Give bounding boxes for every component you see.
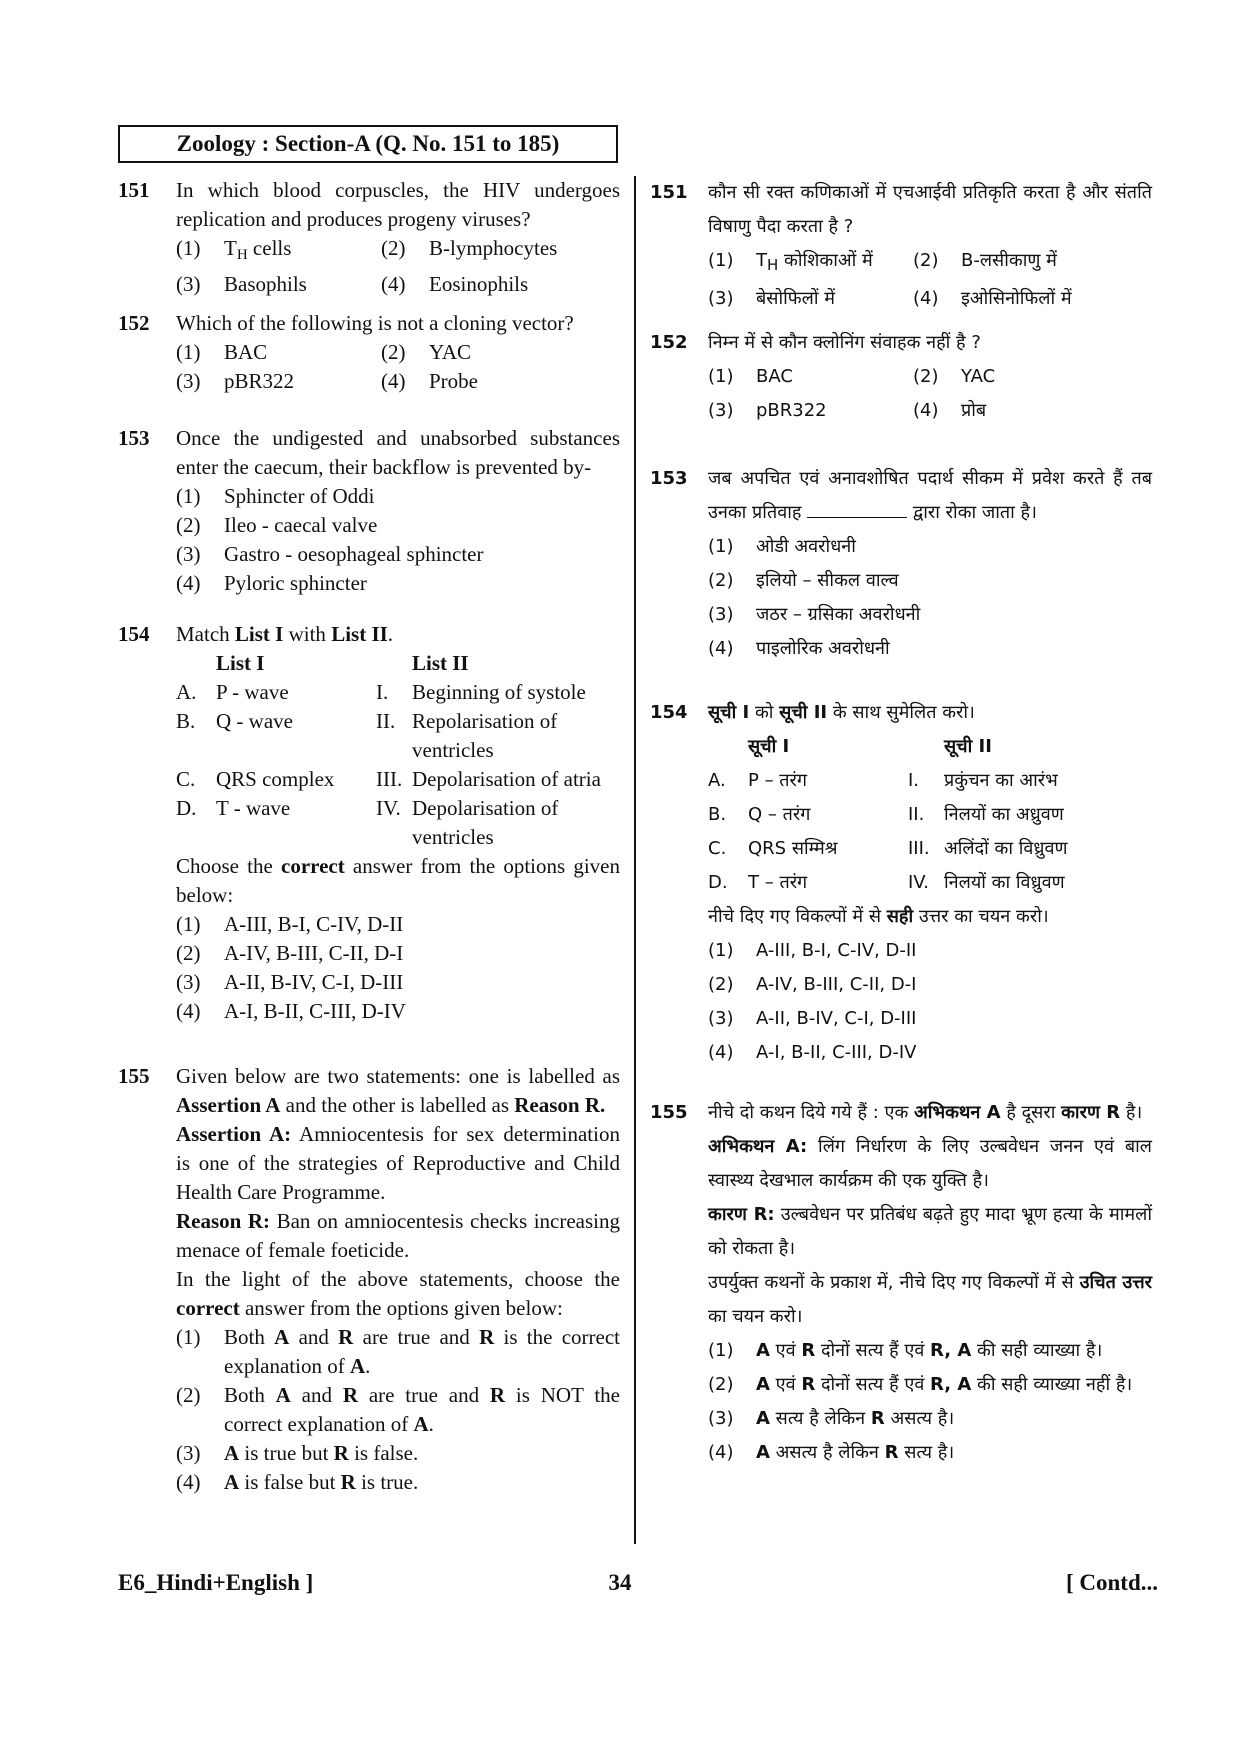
question-151-hi bbox=[650, 176, 1152, 316]
question-number: 151 bbox=[650, 182, 688, 203]
fill-in-blank bbox=[807, 501, 907, 518]
question-154-hi bbox=[650, 696, 1152, 1070]
question-number: 151 bbox=[118, 178, 150, 202]
option-1: (1) $T_H$ cells bbox=[176, 236, 292, 263]
question-151-en bbox=[118, 176, 620, 299]
options bbox=[176, 338, 620, 396]
option-4: (4) प्रोब bbox=[913, 400, 987, 421]
list-row: B. Q - wave II. Repolarisation of ventricles bbox=[176, 709, 558, 762]
question-intro: Given below are two statements: one is labelled as Assertion A and the other is labelled as Reason R. bbox=[176, 1064, 620, 1117]
question-text: Once the undigested and unabsorbed substances enter the caecum, their backflow is prevented by- bbox=[176, 426, 620, 479]
section-title: Zoology : Section-A (Q. No. 151 to 185) bbox=[118, 125, 618, 163]
option-2: (2) B-lymphocytes bbox=[381, 236, 558, 260]
reason-text: कारण R: उल्बवेधन पर प्रतिबंध बढ़ते हुए मादा भ्रूण हत्या के मामलों को रोकता है। bbox=[708, 1204, 1152, 1259]
option-3: (3) pBR322 bbox=[708, 400, 827, 421]
assertion-text: अभिकथन A: लिंग निर्धारण के लिए उल्बवेधन जनन एवं बाल स्वास्थ्य देखभाल कार्यक्रम की एक युक्ति है। bbox=[708, 1136, 1152, 1191]
option-2: (2) Both A and R are true and R is NOT the correct explanation of A. bbox=[176, 1383, 620, 1436]
question-text: In which blood corpuscles, the HIV undergoes replication and produces progeny viruses? bbox=[176, 178, 620, 231]
list-header: सूची I सूची II bbox=[748, 736, 992, 757]
option-4: (4) A-I, B-II, C-III, D-IV bbox=[176, 999, 406, 1023]
option-1: (1) Sphincter of Oddi bbox=[176, 484, 375, 508]
option-2: (2) YAC bbox=[381, 340, 472, 364]
instruction-text: Choose the correct answer from the options given below: bbox=[176, 854, 621, 907]
option-4: (4) A is false but R is true. bbox=[176, 1470, 419, 1494]
assertion-text: Assertion A: Amniocentesis for sex determination is one of the strategies of Reproductive and Child Health Care Programme. bbox=[176, 1122, 620, 1204]
options bbox=[708, 244, 1152, 316]
option-1: (1) BAC bbox=[176, 340, 268, 364]
option-3: (3) A-II, B-IV, C-I, D-III bbox=[176, 970, 404, 994]
option-2: (2) YAC bbox=[913, 366, 996, 387]
list-row: B. Q – तरंग II. निलयों का अध्रुवण bbox=[708, 804, 1064, 825]
option-4: (4) Eosinophils bbox=[381, 272, 529, 296]
options bbox=[708, 530, 1152, 666]
question-155-en bbox=[118, 1062, 620, 1497]
option-3: (3) A सत्य है लेकिन R असत्य है। bbox=[708, 1408, 955, 1429]
question-text: निम्न में से कौन क्लोनिंग संवाहक नहीं है ? bbox=[708, 332, 981, 353]
list-header: List I List II bbox=[216, 651, 469, 675]
continued-label: [ Contd... bbox=[1065, 1570, 1158, 1595]
question-152-hi bbox=[650, 326, 1152, 428]
option-3: (3) Basophils bbox=[176, 272, 307, 296]
option-3: (3) pBR322 bbox=[176, 369, 295, 393]
option-3: (3) Gastro - oesophageal sphincter bbox=[176, 542, 484, 566]
option-1: (1) Both A and R are true and R is the correct explanation of A. bbox=[176, 1325, 621, 1378]
option-1: (1) ओडी अवरोधनी bbox=[708, 536, 856, 557]
question-number: 152 bbox=[118, 311, 150, 335]
option-3: (3) जठर – ग्रसिका अवरोधनी bbox=[708, 604, 921, 625]
option-1: (1) $T_H$ कोशिकाओं में bbox=[708, 250, 873, 274]
instruction-text: नीचे दिए गए विकल्पों में से सही उत्तर का चयन करो। bbox=[708, 906, 1049, 927]
option-2: (2) A-IV, B-III, C-II, D-I bbox=[176, 941, 404, 965]
option-4: (4) पाइलोरिक अवरोधनी bbox=[708, 638, 890, 659]
options bbox=[176, 910, 620, 1026]
option-2: (2) B-लसीकाणु में bbox=[913, 250, 1057, 271]
option-4: (4) Pyloric sphincter bbox=[176, 571, 367, 595]
question-153-en bbox=[118, 424, 620, 598]
option-2: (2) A एवं R दोनों सत्य हैं एवं R, A की सही व्याख्या नहीं है। bbox=[708, 1374, 1133, 1395]
option-4: (4) A-I, B-II, C-III, D-IV bbox=[708, 1042, 917, 1063]
option-1: (1) BAC bbox=[708, 366, 793, 387]
option-3: (3) A is true but R is false. bbox=[176, 1441, 419, 1465]
list-row: C. QRS complex III. Depolarisation of atria bbox=[176, 767, 601, 791]
question-number: 153 bbox=[118, 426, 150, 450]
option-1: (1) A एवं R दोनों सत्य हैं एवं R, A की सही व्याख्या है। bbox=[708, 1340, 1103, 1361]
list-row: A. P – तरंग I. प्रकुंचन का आरंभ bbox=[708, 770, 1058, 791]
option-3: (3) बेसोफिलों में bbox=[708, 288, 835, 309]
option-4: (4) इओसिनोफिलों में bbox=[913, 288, 1072, 309]
options bbox=[708, 934, 1152, 1070]
list-row: A. P - wave I. Beginning of systole bbox=[176, 680, 586, 704]
list-row: C. QRS सम्मिश्र III. अलिंदों का विध्रुवण bbox=[708, 838, 1068, 859]
options bbox=[708, 360, 1152, 428]
question-number: 154 bbox=[650, 702, 688, 723]
options bbox=[176, 482, 620, 598]
question-155-hi bbox=[650, 1096, 1152, 1470]
question-intro: नीचे दो कथन दिये गये हैं : एक अभिकथन A है दूसरा कारण R है। bbox=[708, 1102, 1143, 1123]
question-number: 152 bbox=[650, 332, 688, 353]
question-text: जब अपचित एवं अनावशोषित पदार्थ सीकम में प्रवेश करते हैं तब उनका प्रतिवाह द्वारा रोका जाता है। bbox=[708, 468, 1152, 523]
column-divider bbox=[634, 176, 636, 1544]
question-number: 155 bbox=[650, 1102, 688, 1123]
instruction-text: In the light of the above statements, choose the correct answer from the options given below: bbox=[176, 1267, 620, 1320]
question-152-en bbox=[118, 309, 620, 396]
question-154-en bbox=[118, 620, 620, 1026]
list-row: D. T - wave IV. Depolarisation of ventricles bbox=[176, 796, 559, 849]
paper-code: E6_Hindi+English ] bbox=[118, 1570, 314, 1595]
option-2: (2) A-IV, B-III, C-II, D-I bbox=[708, 974, 917, 995]
question-number: 153 bbox=[650, 468, 688, 489]
option-3: (3) A-II, B-IV, C-I, D-III bbox=[708, 1008, 917, 1029]
options bbox=[176, 234, 620, 299]
option-1: (1) A-III, B-I, C-IV, D-II bbox=[708, 940, 917, 961]
question-text: Which of the following is not a cloning vector? bbox=[176, 311, 574, 335]
page-number: 34 bbox=[608, 1570, 632, 1595]
options bbox=[708, 1334, 1152, 1470]
question-number: 155 bbox=[118, 1064, 150, 1088]
option-4: (4) A असत्य है लेकिन R सत्य है। bbox=[708, 1442, 955, 1463]
instruction-text: उपर्युक्त कथनों के प्रकाश में, नीचे दिए गए विकल्पों में से उचित उत्तर का चयन करो। bbox=[708, 1272, 1152, 1327]
question-text: सूची I को सूची II के साथ सुमेलित करो। bbox=[708, 702, 975, 723]
question-text: Match List I with List II. bbox=[176, 622, 394, 646]
option-4: (4) Probe bbox=[381, 369, 478, 393]
option-2: (2) इलियो – सीकल वाल्व bbox=[708, 570, 899, 591]
option-2: (2) Ileo - caecal valve bbox=[176, 513, 378, 537]
list-row: D. T – तरंग IV. निलयों का विध्रुवण bbox=[708, 872, 1065, 893]
question-153-hi bbox=[650, 462, 1152, 666]
reason-text: Reason R: Ban on amniocentesis checks increasing menace of female foeticide. bbox=[176, 1209, 620, 1262]
options bbox=[176, 1323, 620, 1497]
question-number: 154 bbox=[118, 622, 150, 646]
question-text: कौन सी रक्त कणिकाओं में एचआईवी प्रतिकृति करता है और संतति विषाणु पैदा करता है ? bbox=[708, 182, 1152, 237]
option-1: (1) A-III, B-I, C-IV, D-II bbox=[176, 912, 404, 936]
